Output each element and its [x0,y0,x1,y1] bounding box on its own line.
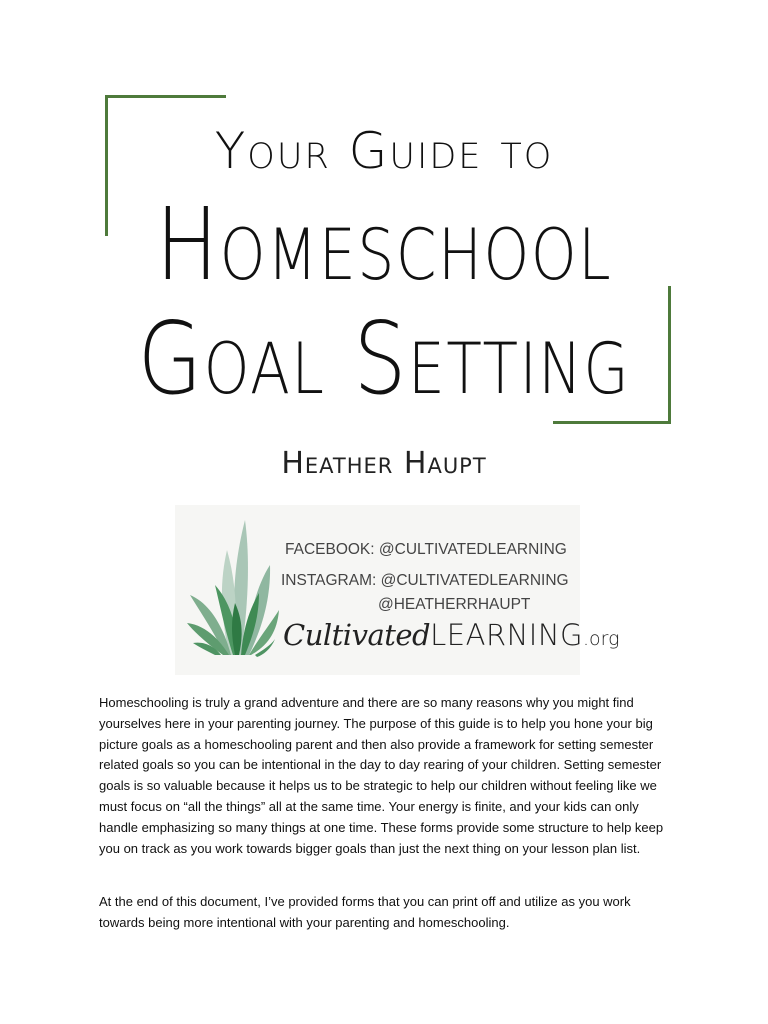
facebook-handle: FACEBOOK: @CULTIVATEDLEARNING [285,541,567,558]
title-line-guide: Your Guide to [214,122,554,180]
succulent-plant-icon [185,515,280,660]
instagram-handle-secondary: @HEATHERRHAUPT [378,596,531,613]
brand-logo-org: .org [583,628,620,650]
intro-paragraph: Homeschooling is truly a grand adventure and there are so many reasons why you might find yourselves here in your parenting journey. The purpose of this guide is to help you hone your big picture goals as a homeschooling parent and then also provide a framework for setting semester related goals so you can be intentional in the day to day rearing of your children. Setting semester goals is so valuable because it helps us to be strategic to help our children without feeling like we must focus on “all the things” all at the same time. Your energy is finite, and your kids can only handle emphasizing so many things at one time. These forms provide some structure to help keep you on track as you work towards bigger goals than just the next thing on your lesson plan list. [99,695,664,856]
title-line-goal-setting: Goal Setting [137,300,631,417]
author-name: Heather Haupt [281,446,487,481]
brand-logo-script: Cultivated [283,618,431,652]
forms-paragraph: At the end of this document, I’ve provided forms that you can print off and utilize as you work towards being more intentional with your parenting and homeschooling. [99,894,631,930]
instagram-handle-primary: INSTAGRAM: @CULTIVATEDLEARNING [281,572,569,589]
brand-logo-caps: LEARNING [430,618,584,652]
title-line-homeschool: Homeschool [155,186,613,303]
brand-logo [283,618,620,652]
